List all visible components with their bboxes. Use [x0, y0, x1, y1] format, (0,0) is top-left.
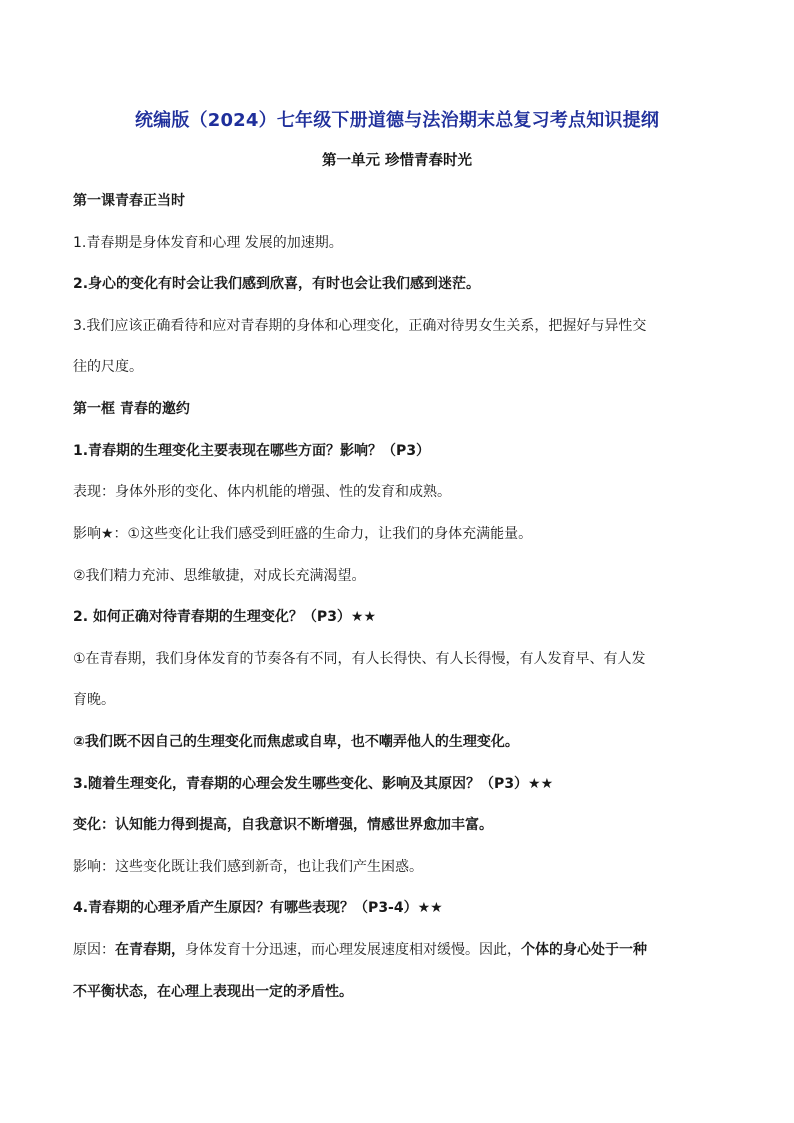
q3-answer-2: 影响：这些变化既让我们感到新奇，也让我们产生困惑。 — [73, 859, 423, 875]
unit-title: 第一单元 珍惜青春时光 — [321, 153, 473, 169]
frame-title: 第一框 青春的邀约 — [73, 401, 190, 417]
q2-answer-1: ①在青春期，我们身体发育的节奏各有不同，有人长得快、有人长得慢，有人发育早、有人发 — [73, 651, 646, 667]
lesson-intro-2: 2.身心的变化有时会让我们感到欣喜，有时也会让我们感到迷茫。 — [73, 276, 481, 292]
q2-answer-1-cont: 育晚。 — [73, 692, 115, 708]
q4-answer-normal-1: 身体发育十分迅速，而心理发展速度相对缓慢。因此， — [185, 942, 521, 958]
lesson-intro-3: 3.我们应该正确看待和应对青春期的身体和心理变化，正确对待男女生关系，把握好与异性交 — [73, 318, 647, 334]
q2-answer-2: ②我们既不因自己的生理变化而焦虑或自卑，也不嘲弄他人的生理变化。 — [73, 734, 519, 750]
q4-question: 4.青春期的心理矛盾产生原因？有哪些表现？（P3-4）★★ — [73, 900, 443, 916]
q3-question: 3.随着生理变化，青春期的心理会发生哪些变化、影响及其原因？（P3）★★ — [73, 776, 554, 792]
q4-answer-bold-2: 个体的身心处于一种 — [521, 942, 647, 958]
q1-answer-1: 表现：身体外形的变化、体内机能的增强、性的发育和成熟。 — [73, 484, 451, 500]
document-title: 统编版（2024）七年级下册道德与法治期末总复习考点知识提纲 — [134, 110, 660, 131]
q3-answer-1: 变化：认知能力得到提高，自我意识不断增强，情感世界愈加丰富。 — [73, 817, 493, 833]
lesson-intro-1: 1.青春期是身体发育和心理 发展的加速期。 — [73, 235, 343, 251]
q4-answer-bold-1: 在青春期， — [115, 942, 185, 958]
q1-answer-2: 影响★：①这些变化让我们感受到旺盛的生命力，让我们的身体充满能量。 — [73, 526, 533, 542]
q4-answer-line-2: 不平衡状态，在心理上表现出一定的矛盾性。 — [73, 984, 353, 1000]
q1-question: 1.青春期的生理变化主要表现在哪些方面？影响？（P3） — [73, 443, 431, 459]
q2-question: 2. 如何正确对待青春期的生理变化？（P3）★★ — [73, 609, 377, 625]
lesson-intro-3-cont: 往的尺度。 — [73, 359, 143, 375]
q4-answer-line-1 — [73, 940, 733, 960]
q1-answer-3: ②我们精力充沛、思维敏捷，对成长充满渴望。 — [73, 568, 366, 584]
lesson-title: 第一课青春正当时 — [73, 193, 185, 209]
q4-answer-label: 原因： — [73, 942, 115, 958]
